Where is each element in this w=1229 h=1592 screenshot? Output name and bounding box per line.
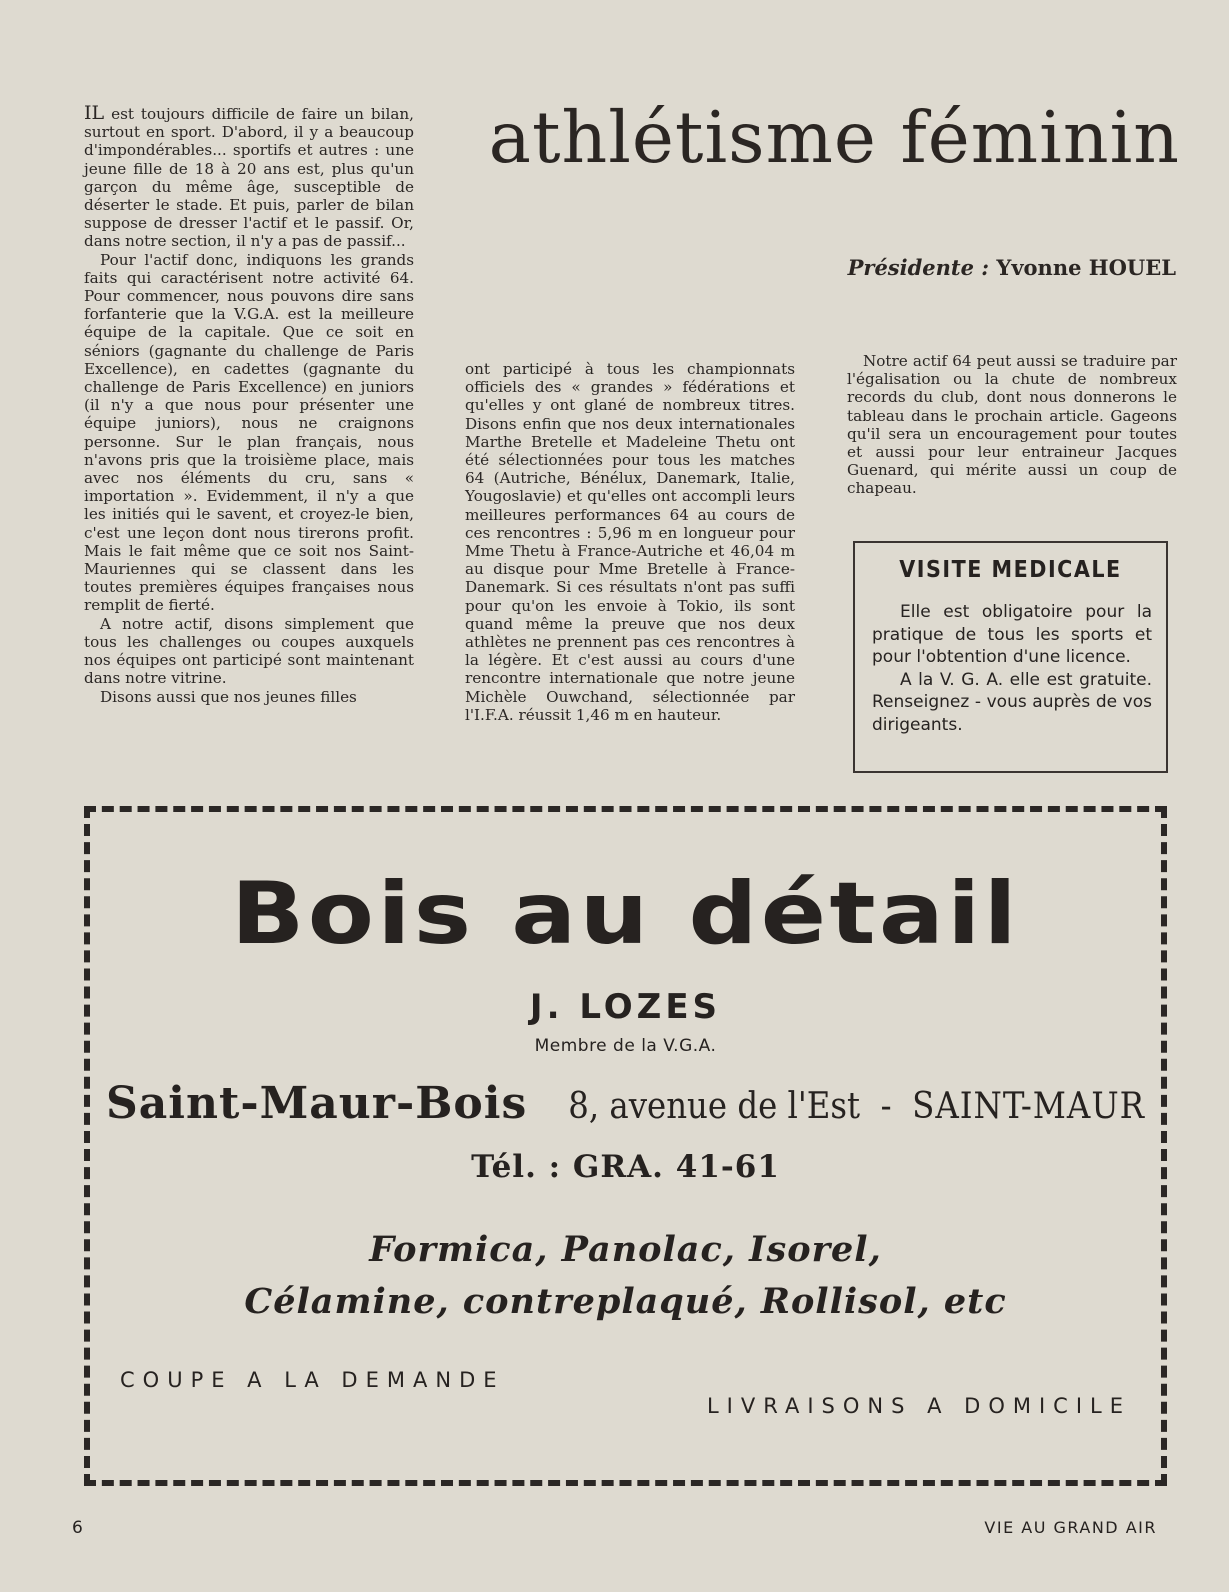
article-paragraph: Pour l'actif donc, indiquons les grands faits qui caractérisent notre activité 64. Pour commencer, nous pouvons dire sans forfanterie que la V.G.A. est la meilleure équipe de la capitale. Que ce soit en séniors (gagnante du challenge de Paris Excellence), en cadettes (gagnante du challenge de Paris Excellence) en juniors (il n'y a que nous pour présenter une équipe juniors), nous ne craignons personne. Sur le plan français, nous n'avons pris que la troisième place, mais avec nos éléments du cru, sans « importation ». Evidemment, il n'y a que les initiés qui le savent, et croyez-le bien, c'est une leçon dont nous tirerons profit. Mais le fait même que ce soit nos Saint-Mauriennes qui se classent dans les toutes premières équipes françaises nous remplit de fierté. bbox=[84, 250, 414, 615]
article-paragraph: Notre actif 64 peut aussi se traduire par l'égalisation ou la chute de nombreux records du club, dont nous donnerons le tableau dans le prochain article. Gageons qu'il sera un encouragement pour toutes et aussi pour leur entraineur Jacques Guenard, qui mérite aussi un coup de chapeau. bbox=[847, 352, 1177, 498]
medical-notice-paragraph: A la V. G. A. elle est gratuite. Renseignez - vous auprès de vos dirigeants. bbox=[872, 669, 1152, 735]
ad-street: 8, avenue de l'Est bbox=[568, 1086, 861, 1127]
page-number: 6 bbox=[72, 1518, 83, 1538]
president-line bbox=[700, 255, 1176, 280]
ad-products-line: Formica, Panolac, Isorel, bbox=[369, 1229, 882, 1270]
medical-notice-box bbox=[853, 541, 1168, 773]
paragraph-text: est toujours difficile de faire un bilan, surtout en sport. D'abord, il y a beaucoup d'impondérables... sportifs et autres : une jeune fille de 18 à 20 ans est, plus qu'un garçon du même âge, susceptible de déserter le stade. Et puis, parler de bilan suppose de dresser l'actif et le passif. Or, dans notre section, il n'y a pas de passif... bbox=[84, 105, 414, 251]
ad-city: SAINT-MAUR bbox=[912, 1086, 1145, 1127]
ad-owner-name: J. LOZES bbox=[529, 987, 722, 1027]
president-role: Présidente : bbox=[847, 255, 990, 280]
article-column-2 bbox=[465, 360, 795, 724]
article-column-1 bbox=[84, 104, 414, 706]
article-title: athlétisme féminin bbox=[488, 96, 1180, 179]
ad-products bbox=[90, 1224, 1161, 1328]
advertisement-box bbox=[84, 806, 1167, 1486]
article-paragraph: A notre actif, disons simplement que tous les challenges ou coupes auxquels nos équipes ont participé sont maintenant dans notre vitrine. bbox=[84, 614, 414, 688]
ad-products-line: Célamine, contreplaqué, Rollisol, etc bbox=[244, 1281, 1007, 1322]
ad-member-line: Membre de la V.G.A. bbox=[534, 1036, 717, 1056]
ad-shop-name: Saint-Maur-Bois bbox=[106, 1078, 528, 1129]
magazine-name: VIE AU GRAND AIR bbox=[984, 1518, 1157, 1537]
medical-notice-title: VISITE MEDICALE bbox=[899, 557, 1122, 583]
ad-shop-line bbox=[106, 1078, 1145, 1129]
ad-phone: Tél. : GRA. 41-61 bbox=[471, 1149, 780, 1185]
ad-cut-to-order: COUPE A LA DEMANDE bbox=[120, 1368, 505, 1392]
article-paragraph: Disons aussi que nos jeunes filles bbox=[100, 687, 357, 706]
article-column-3 bbox=[847, 352, 1177, 498]
article-paragraph: ont participé à tous les championnats officiels des « grandes » fédérations et qu'elles y ont glané de nombreux titres. Disons enfin que nos deux internationales Marthe Bretelle et Madeleine Thetu ont été sélectionnées pour tous les matches 64 (Autriche, Bénélux, Danemark, Italie, Yougoslavie) et qu'elles ont accompli leurs meilleures performances 64 au cours de ces rencontres : 5,96 m en longueur pour Mme Thetu à France-Autriche et 46,04 m au disque pour Mme Bretelle à France-Danemark. Si ces résultats n'ont pas suffi pour qu'on les envoie à Tokio, ils sont quand même la preuve que nos deux athlètes ne prennent pas ces rencontres à la légère. Et c'est aussi au cours d'une rencontre internationale que notre jeune Michèle Ouwchand, sélectionnée par l'I.F.A. réussit 1,46 m en hauteur. bbox=[465, 360, 795, 724]
ad-separator: - bbox=[880, 1086, 892, 1127]
article-paragraph bbox=[84, 104, 414, 251]
medical-notice-body bbox=[872, 601, 1152, 736]
ad-address bbox=[568, 1086, 1145, 1127]
medical-notice-paragraph: Elle est obligatoire pour la pratique de tous les sports et pour l'obtention d'une licence. bbox=[872, 602, 1152, 667]
president-name: Yvonne HOUEL bbox=[996, 255, 1176, 280]
ad-home-delivery: LIVRAISONS A DOMICILE bbox=[706, 1394, 1131, 1418]
ad-headline: Bois au détail bbox=[231, 864, 1020, 964]
drop-cap: IL bbox=[84, 102, 105, 124]
